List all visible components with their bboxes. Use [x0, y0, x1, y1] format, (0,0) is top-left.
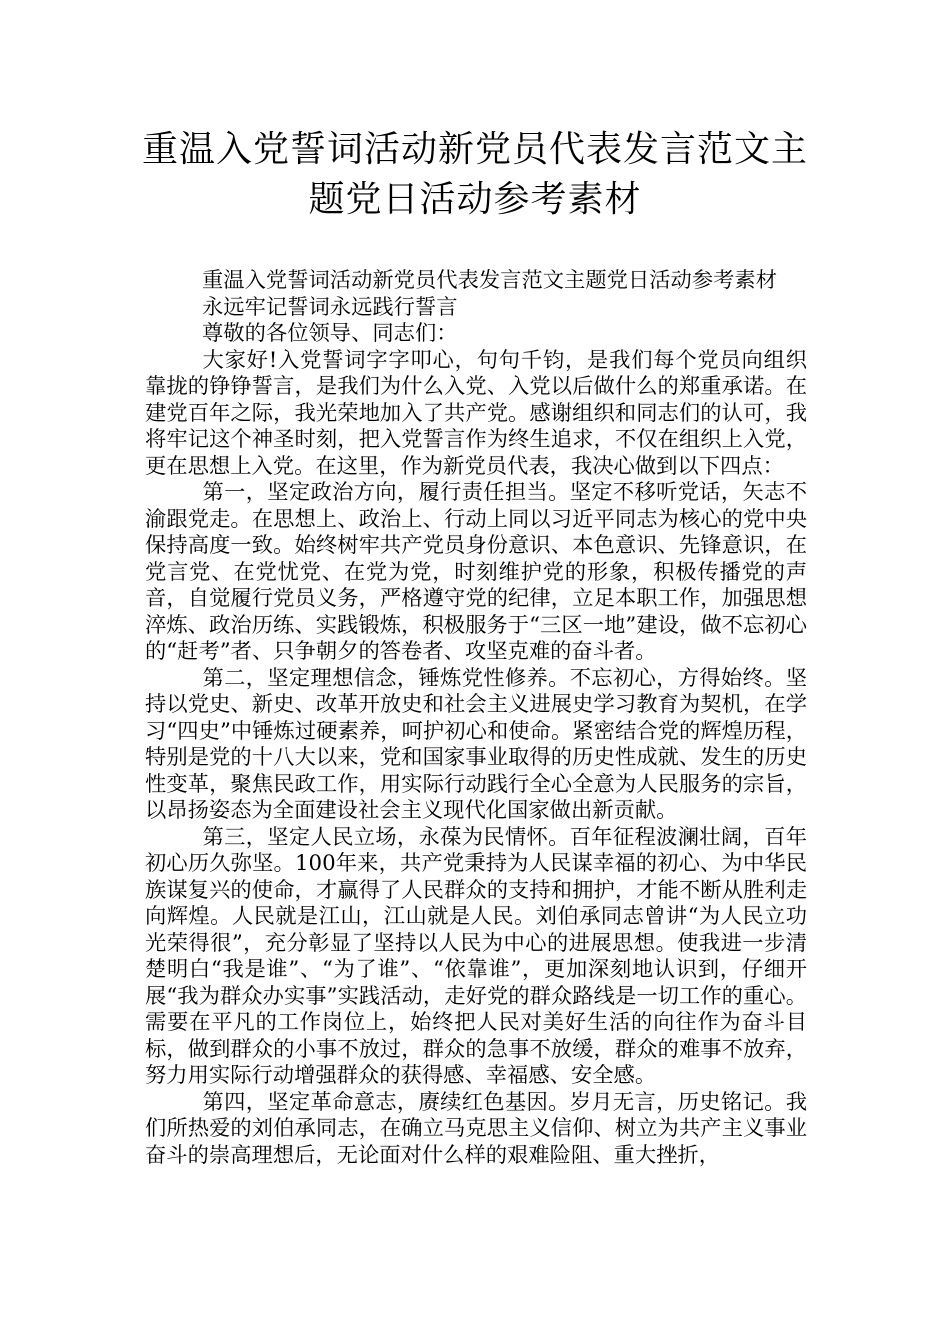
title-line-1: 重温入党誓词活动新党员代表发言范文主	[141, 129, 808, 170]
paragraph-intro: 大家好!入党誓词字字叩心，句句千钧，是我们每个党员向组织靠拢的铮铮誓言，是我们为什么入党、入党以后做什么的郑重承诺。在建党百年之际，我光荣地加入了共产党。感谢组织和同志们的认可，我将牢记这个神圣时刻，把入党誓言作为终生追求，不仅在组织上入党，更在思想上入党。在这里，作为新党员代表，我决心做到以下四点：	[145, 347, 807, 479]
document-title	[130, 125, 820, 225]
paragraph-second-point: 第二，坚定理想信念，锤炼党性修养。不忘初心，方得始终。坚持以党史、新史、改革开放史和社会主义进展史学习教育为契机，在学习“四史”中锤炼过硬素养，呵护初心和使命。紧密结合党的辉煌历程，特别是党的十八大以来，党和国家事业取得的历史性成就、发生的历史性变革，聚焦民政工作，用实际行动践行全心全意为人民服务的宗旨，以昂扬姿态为全面建设社会主义现代化国家做出新贡献。	[145, 665, 807, 823]
paragraph-first-point: 第一，坚定政治方向，履行责任担当。坚定不移听党话，矢志不渝跟党走。在思想上、政治上、行动上同以习近平同志为核心的党中央保持高度一致。始终树牢共产党员身份意识、本色意识、先锋意识，在党言党、在党忧党、在党为党，时刻维护党的形象，积极传播党的声音，自觉履行党员义务，严格遵守党的纪律，立足本职工作，加强思想淬炼、政治历练、实践锻炼，积极服务于“三区一地”建设，做不忘初心的“赶考”者、只争朝夕的答卷者、攻坚克难的奋斗者。	[145, 480, 807, 664]
document-body	[145, 268, 807, 1169]
paragraph-third-point: 第三，坚定人民立场，永葆为民情怀。百年征程波澜壮阔，百年初心历久弥坚。100年来，共产党秉持为人民谋幸福的初心、为中华民族谋复兴的使命，才赢得了人民群众的支持和拥护，才能不断从胜利走向辉煌。人民就是江山，江山就是人民。刘伯承同志曾讲“为人民立功光荣得很”，充分彰显了坚持以人民为中心的进展思想。使我进一步清楚明白“我是谁”、“为了谁”、“依靠谁”，更加深刻地认识到，仔细开展“我为群众办实事”实践活动，走好党的群众路线是一切工作的重心。需要在平凡的工作岗位上，始终把人民对美好生活的向往作为奋斗目标，做到群众的小事不放过，群众的急事不放缓，群众的难事不放弃，努力用实际行动增强群众的获得感、幸福感、安全感。	[145, 824, 807, 1088]
salutation-line: 尊敬的各位领导、同志们：	[202, 321, 458, 346]
paragraph-fourth-point: 第四，坚定革命意志，赓续红色基因。岁月无言，历史铭记。我们所热爱的刘伯承同志，在确立马克思主义信仰、树立为共产主义事业奋斗的崇高理想后，无论面对什么样的艰难险阻、重大挫折，	[145, 1089, 807, 1168]
subtitle-line: 重温入党誓词活动新党员代表发言范文主题党日活动参考素材	[202, 268, 778, 293]
title-line-2: 题党日活动参考素材	[308, 179, 642, 220]
motto-line: 永远牢记誓词永远践行誓言	[202, 294, 458, 320]
